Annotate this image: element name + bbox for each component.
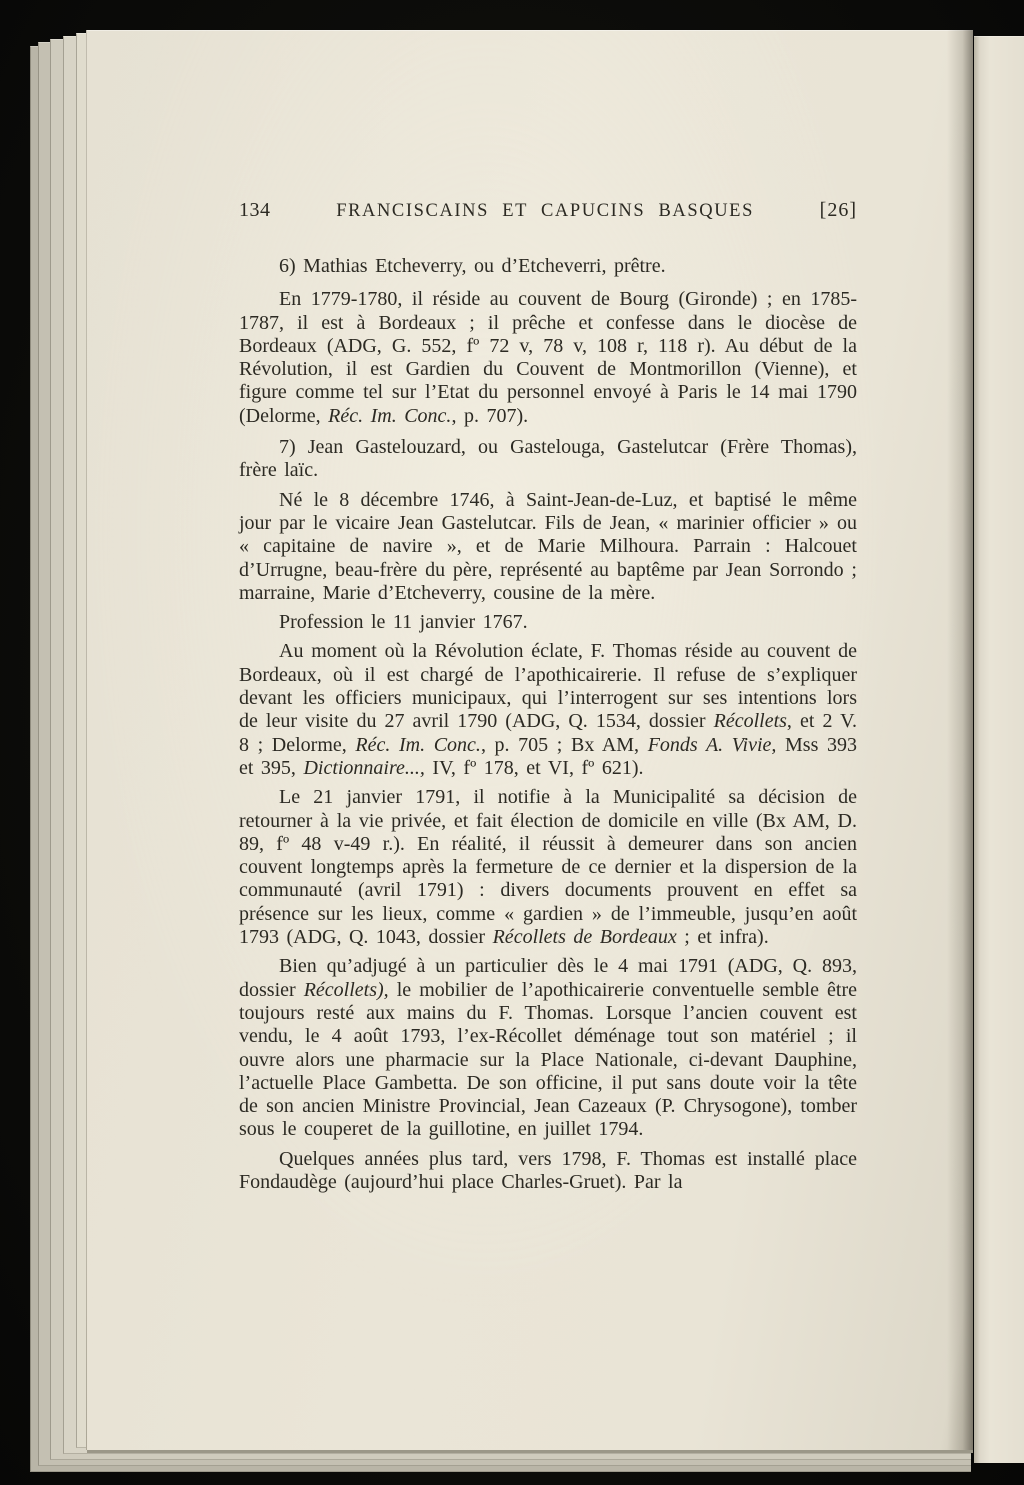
margin-reference: [26] bbox=[819, 199, 857, 221]
page-bottom-edge bbox=[87, 1450, 973, 1453]
paragraph-entry-6-body: En 1779-1780, il réside au couvent de Bourg (Gironde) ; en 1785-1787, il est à Bordeaux ; il prêche et confesse dans le diocèse de Bordeaux (ADG, G. 552, fº 72 v, 78 v, 108 r, 118 r). Au début de la Révolution, il est Gardien du Couvent de Montmorillon (Vienne), et figure comme tel sur l’Etat du personnel envoyé à Paris le 14 mai 1790 (Delorme, Réc. Im. Conc., p. 707). bbox=[239, 288, 857, 427]
paragraph-entry-7-pharmacie: Bien qu’adjugé à un particulier dès le 4 mai 1791 (ADG, Q. 893, dossier Récollets), le mobilier de l’apothicairerie conventuelle semble être toujours resté aux mains du F. Thomas. Lorsque l’ancien couvent est vendu, le 4 août 1793, l’ex-Récollet déménage tout son matériel ; il ouvre alors une pharmacie sur la Place Nationale, ci-devant Dauphine, l’actuelle Place Gambetta. De son officine, il put sans doute voir la tête de son ancien Ministre Provincial, Jean Cazeaux (P. Chrysogone), tomber sous le couperet de la guillotine, en juillet 1794. bbox=[239, 955, 857, 1141]
paragraph-entry-6-heading: 6) Mathias Etcheverry, ou d’Etcheverri, prêtre. bbox=[279, 255, 666, 277]
running-title: FRANCISCAINS ET CAPUCINS BASQUES bbox=[336, 201, 754, 221]
gutter-shadow bbox=[947, 30, 973, 1450]
paragraph-entry-7-heading: 7) Jean Gastelouzard, ou Gastelouga, Gastelutcar (Frère Thomas), frère laïc. bbox=[239, 436, 857, 482]
adjacent-page-edge bbox=[974, 36, 1024, 1463]
page-number: 134 bbox=[239, 199, 271, 221]
paragraph-entry-7-revolution: Au moment où la Révolution éclate, F. Thomas réside au couvent de Bordeaux, où il est chargé de l’apothicairerie. Il refuse de s’expliquer devant les officiers municipaux, qui l’interrogent sur ses intentions lors de leur visite du 27 avril 1790 (ADG, Q. 1534, dossier Récollets, et 2 V. 8 ; Delorme, Réc. Im. Conc., p. 705 ; Bx AM, Fonds A. Vivie, Mss 393 et 395, Dictionnaire..., IV, fº 178, et VI, fº 621). bbox=[239, 640, 858, 779]
text-block bbox=[239, 198, 857, 1200]
page-header bbox=[239, 198, 857, 223]
book-page bbox=[86, 30, 973, 1450]
paragraph-entry-7-municipalite: Le 21 janvier 1791, il notifie à la Municipalité sa décision de retourner à la vie privée, et fait élection de domicile en ville (Bx AM, D. 89, fº 48 v-49 r.). En réalité, il réussit à demeurer dans son ancien couvent longtemps après la fermeture de ce dernier et la dispersion de la communauté (avril 1791) : divers documents prouvent en effet sa présence sur les lieux, comme « gardien » de l’immeuble, jusqu’en août 1793 (ADG, Q. 1043, dossier Récollets de Bordeaux ; et infra). bbox=[239, 786, 857, 949]
paragraph-entry-7-profession: Profession le 11 janvier 1767. bbox=[279, 611, 528, 634]
paragraph-entry-7-birth: Né le 8 décembre 1746, à Saint-Jean-de-Luz, et baptisé le même jour par le vicaire Jean Gastelutcar. Fils de Jean, « marinier officier » ou « capitaine de navire », et de Marie Milhoura. Parrain : Halcouet d’Urrugne, beau-frère du père, représenté au baptême par Jean Sorrondo ; marraine, Marie d’Etcheverry, cousine de la mère. bbox=[239, 488, 857, 604]
paragraph-entry-7-fondaudege: Quelques années plus tard, vers 1798, F. Thomas est installé place Fondaudège (aujourd’hui place Charles-Gruet). Par la bbox=[239, 1147, 857, 1193]
